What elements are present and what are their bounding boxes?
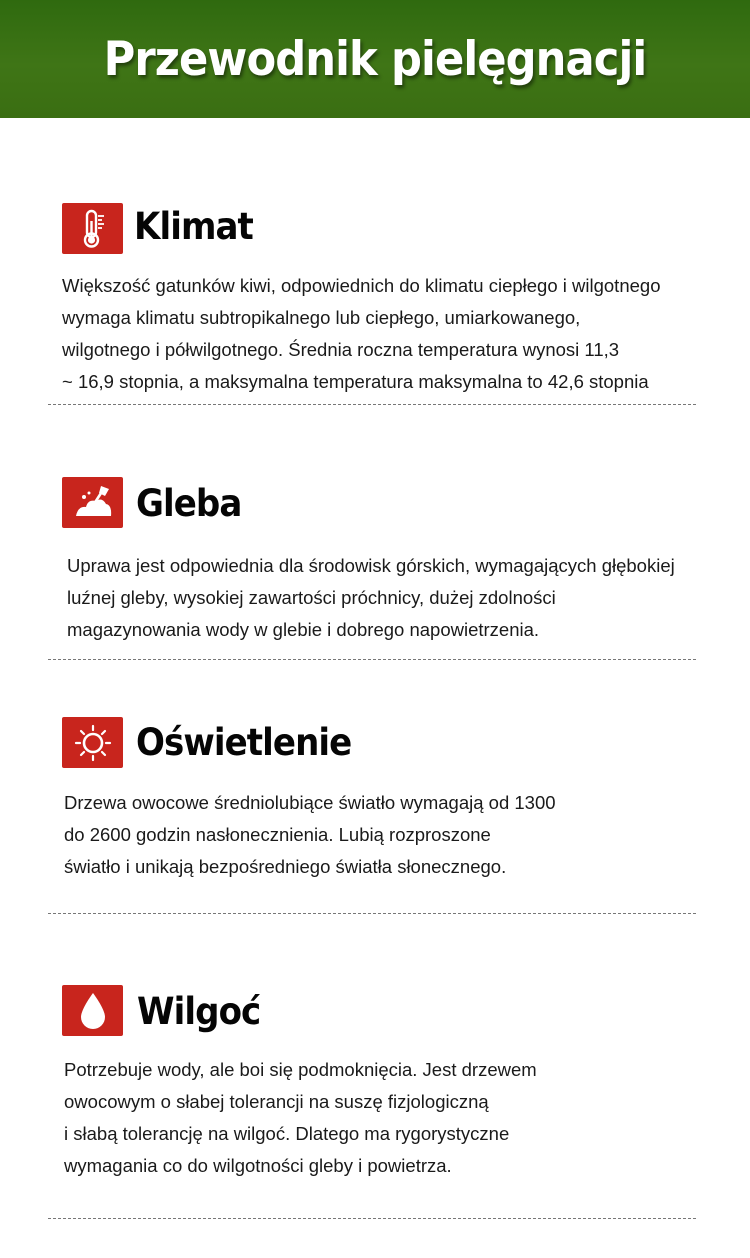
section-heading-humidity: Wilgoć <box>137 990 261 1033</box>
text-line: Uprawa jest odpowiednia dla środowisk górskich, wymagających głębokiej <box>67 555 675 576</box>
section-divider <box>48 659 696 660</box>
text-line: owocowym o słabej tolerancji na suszę fizjologiczną <box>64 1091 489 1112</box>
text-line: wilgotnego i półwilgotnego. Średnia roczna temperatura wynosi 11,3 <box>62 339 620 360</box>
text-line: magazynowania wody w glebie i dobrego napowietrzenia. <box>67 619 540 640</box>
section-divider <box>48 913 696 914</box>
thermometer-icon <box>62 203 123 254</box>
header-banner <box>0 0 750 118</box>
text-line: ~ 16,9 stopnia, a maksymalna temperatura maksymalna to 42,6 stopnia <box>62 371 649 392</box>
text-line: i słabą tolerancję na wilgoć. Dlatego ma rygorystyczne <box>64 1123 510 1144</box>
text-line: Większość gatunków kiwi, odpowiednich do klimatu ciepłego i wilgotnego <box>62 275 661 296</box>
soil-shovel-icon <box>62 477 123 528</box>
section-divider <box>48 1218 696 1219</box>
text-line: Potrzebuje wody, ale boi się podmoknięcia. Jest drzewem <box>64 1059 537 1080</box>
text-line: wymagania co do wilgotności gleby i powietrza. <box>64 1155 452 1176</box>
sun-icon <box>62 717 123 768</box>
text-line: luźnej gleby, wysokiej zawartości próchnicy, dużej zdolności <box>67 587 556 608</box>
text-line: do 2600 godzin nasłonecznienia. Lubią rozproszone <box>64 824 491 845</box>
section-heading-lighting: Oświetlenie <box>136 721 352 764</box>
section-heading-climate: Klimat <box>134 205 253 248</box>
section-text-climate <box>62 270 660 398</box>
section-text-humidity <box>64 1054 537 1182</box>
water-drop-icon <box>62 985 123 1036</box>
text-line: Drzewa owocowe średniolubiące światło wymagają od 1300 <box>64 792 556 813</box>
section-text-lighting <box>64 787 556 883</box>
page-title: Przewodnik pielęgnacji <box>103 31 647 87</box>
section-text-soil <box>67 550 675 646</box>
text-line: wymaga klimatu subtropikalnego lub ciepłego, umiarkowanego, <box>62 307 581 328</box>
section-heading-soil: Gleba <box>136 482 242 525</box>
section-divider <box>48 404 696 405</box>
text-line: światło i unikają bezpośredniego światła słonecznego. <box>64 856 507 877</box>
